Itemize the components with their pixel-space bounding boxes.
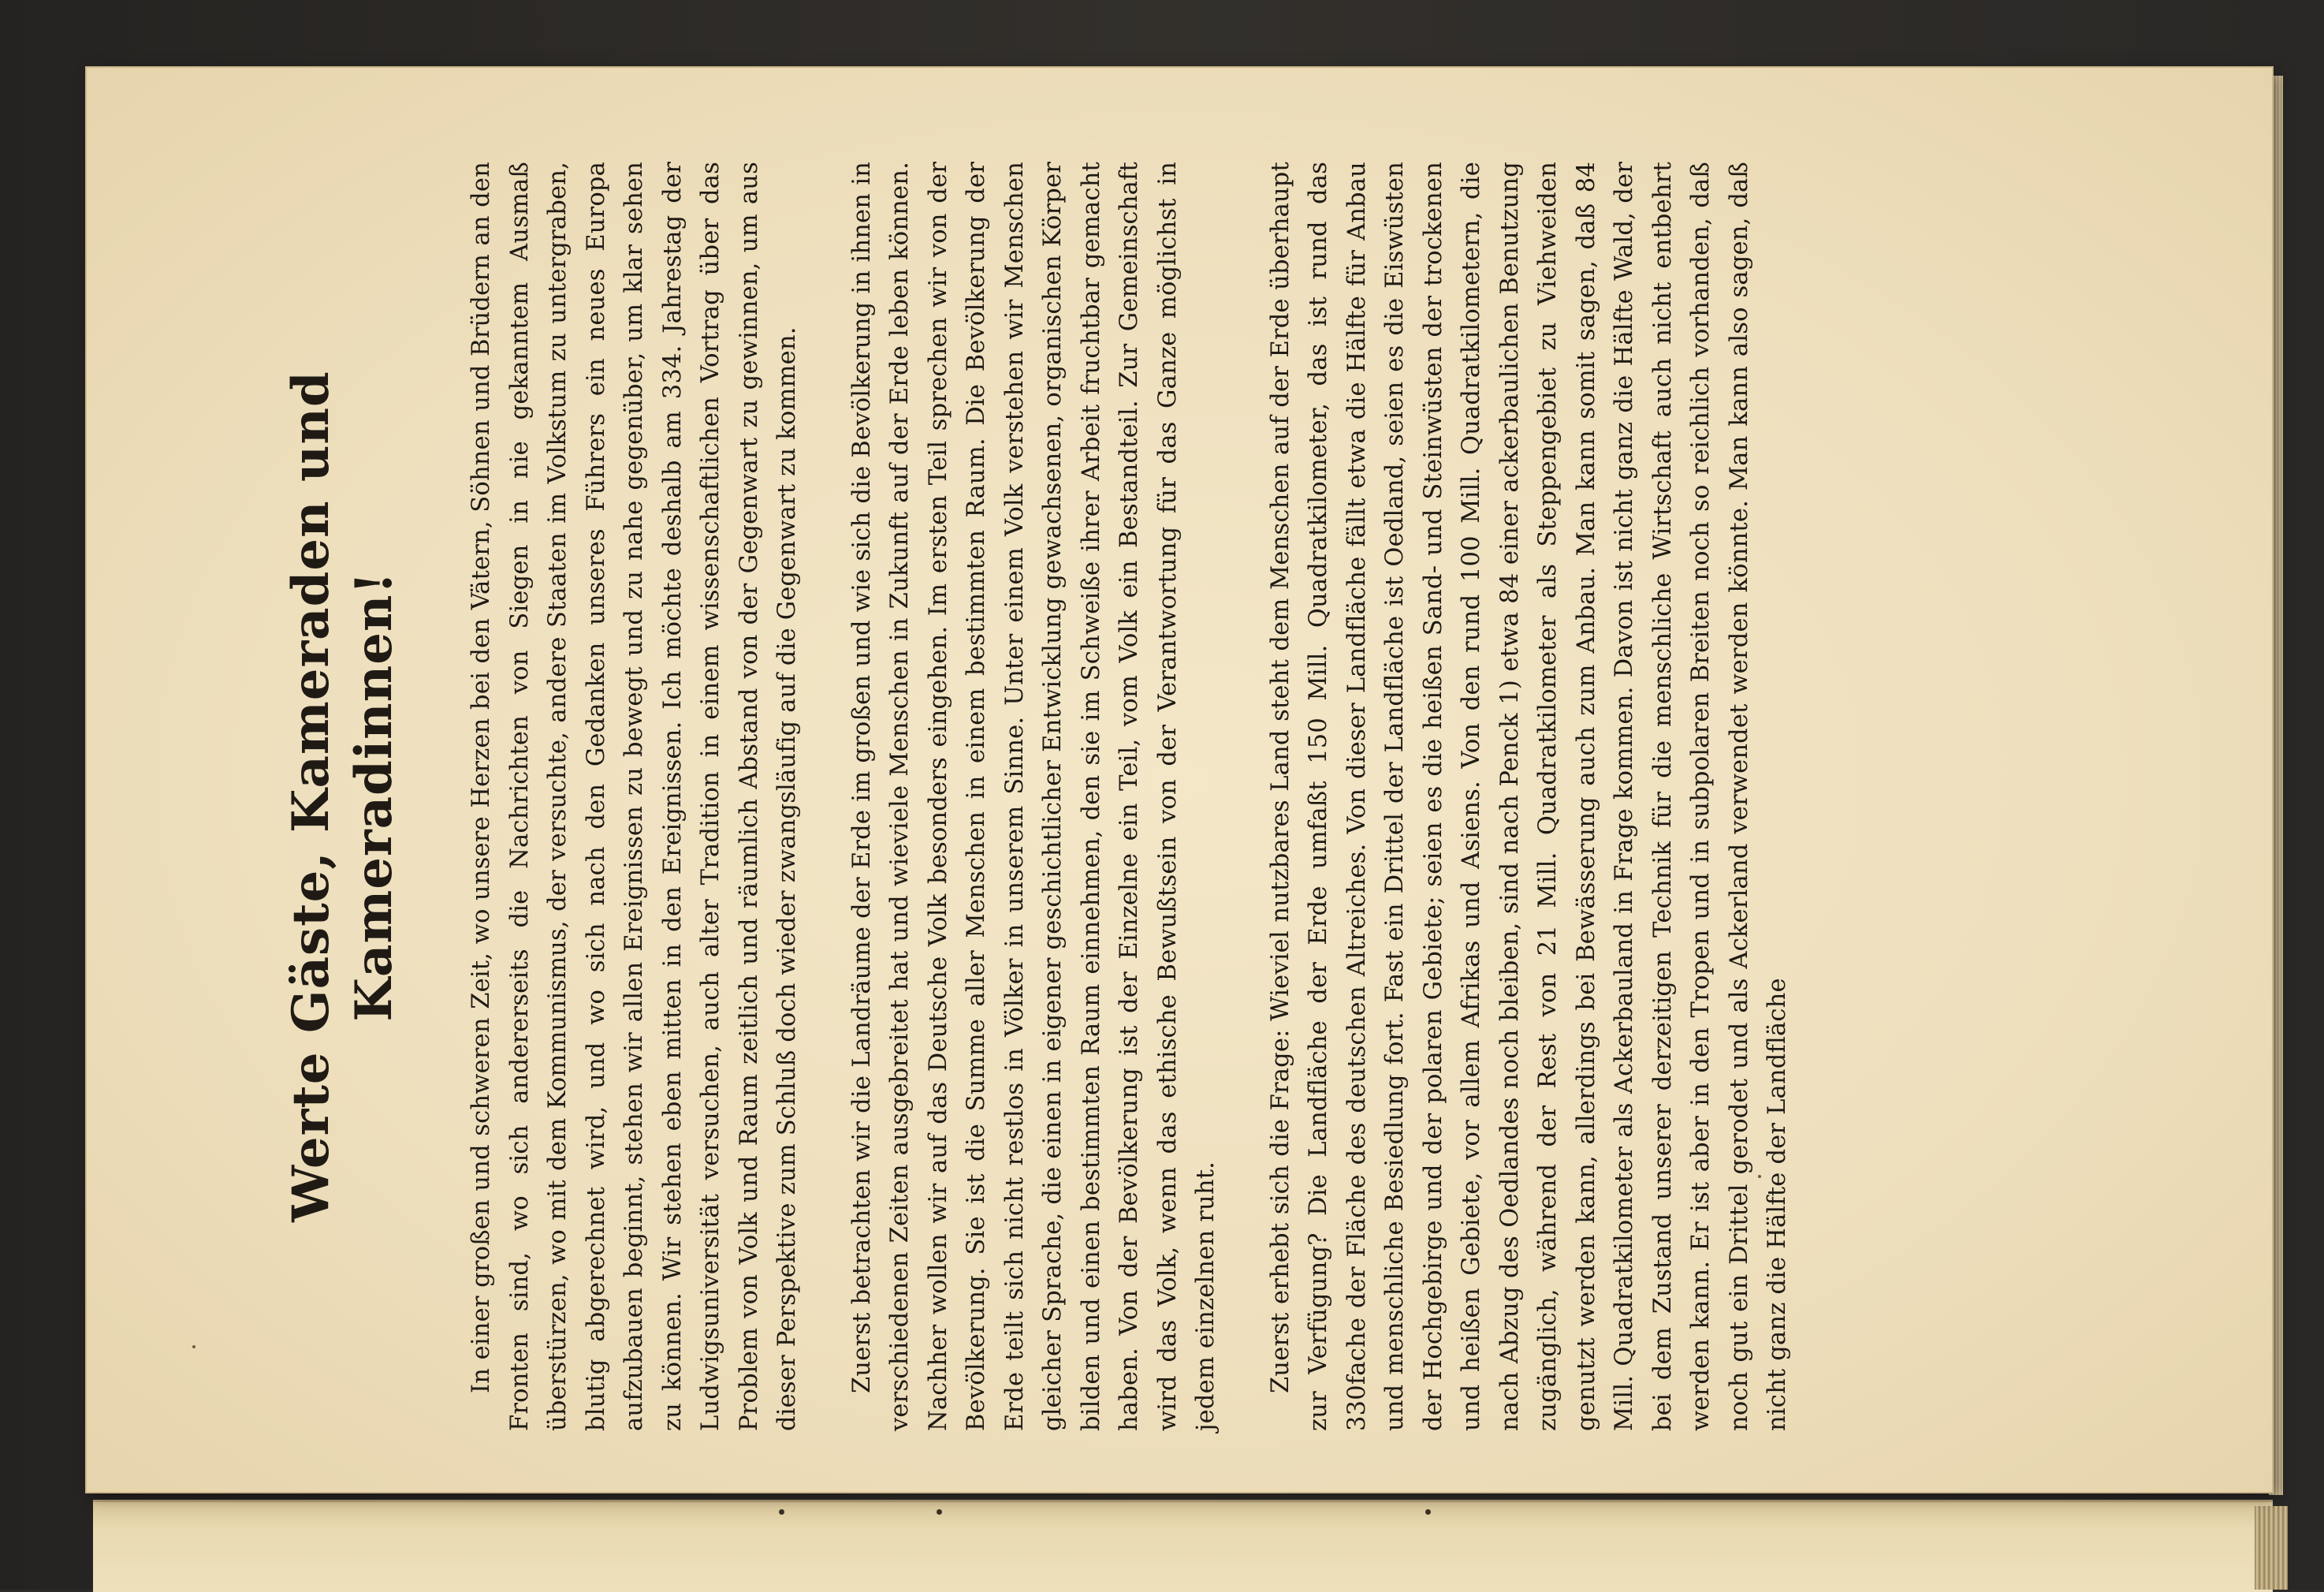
facing-page bbox=[93, 1500, 2273, 1592]
paragraph: Zuerst erhebt sich die Frage: Wieviel nutzbares Land steht dem Menschen auf der Erde überhaupt zur Verfügung? Die Landfläche der Erde umfaßt 150 Mill. Quadratkilometer, das ist rund das 330fache der Fläche des deutschen Altreiches. Von dieser Landfläche fällt etwa die Hälfte für Anbau und menschliche Besiedlung fort. Fast ein Drittel der Landfläche ist Oedland, seien es die Eiswüsten der Hochgebirge und der polaren Gebiete; seien es die heißen Sand- und Steinwüsten der trockenen und heißen Gebiete, vor allem Afrikas und Asiens. Von den rund 100 Mill. Quadratkilometern, die nach Abzug des Oedlandes noch bleiben, sind nach Penck 1) etwa 84 einer ackerbaulichen Benutzung zugänglich, während der Rest von 21 Mill. Quadratkilometer als Steppengebiet zu Viehweiden genutzt werden kann, allerdings bei Bewässerung auch zum Anbau. Man kann somit sagen, daß 84 Mill. Quadratkilometer als Ackerbauland in Frage kommen. Davon ist nicht ganz die Hälfte Wald, der bei dem Zustand unserer derzeitigen Technik für die menschliche Wirtschaft auch nicht entbehrt werden kann. Er ist aber in den Tropen und in subpolaren Breiten noch so reichlich vorhanden, daß noch gut ein Drittel gerodet und als Ackerland verwendet werden könnte. Man kann also sagen, daß nicht ganz die Hälfte der Landfläche bbox=[1266, 162, 1791, 1431]
page-mark bbox=[1425, 1509, 1431, 1515]
paragraph: Zuerst betrachten wir die Landräume der Erde im großen und wie sich die Bevölkerung in ihnen in verschiedenen Zeiten ausgebreitet hat und wieviele Menschen in Zukunft auf der Erde leben können. Nachher wollen wir auf das Deutsche Volk besonders eingehen. Im ersten Teil sprechen wir von der Bevölkerung. Sie ist die Summe aller Menschen in einem bestimmten Raum. Die Bevölkerung der Erde teilt sich nicht restlos in Völker in unserem Sinne. Unter einem Volk verstehen wir Menschen gleicher Sprache, die einen in eigener geschichtlicher Entwicklung gewachsenen, organischen Körper bilden und einen bestimmten Raum einnehmen, den sie im Schweiße ihrer Arbeit fruchtbar gemacht haben. Von der Bevölkerung ist der Einzelne ein Teil, vom Volk ein Bestandteil. Zur Gemeinschaft wird das Volk, wenn das ethische Bewußtsein von der Verantwortung für das Ganze möglichst in jedem einzelnen ruht. bbox=[847, 162, 1220, 1431]
paper-speck bbox=[192, 1345, 196, 1348]
page-mark bbox=[779, 1509, 784, 1515]
page-title: Werte Gäste, Kameraden und Kameradinnen! bbox=[281, 371, 404, 1222]
page-text bbox=[280, 162, 2117, 1431]
facing-page-edge bbox=[2255, 1506, 2288, 1590]
paragraph: In einer großen und schweren Zeit, wo unsere Herzen bei den Vätern, Söhnen und Brüdern an den Fronten sind, wo sich andererseits die Nachrichten von Siegen in nie gekanntem Ausmaß überstürzen, wo mit dem Kommunismus, der versuchte, andere Staaten im Volkstum zu untergraben, blutig abgerechnet wird, und wo sich nach den Gedanken unseres Führers ein neues Europa aufzubauen beginnt, stehen wir allen Ereignissen zu bewegt und zu nahe gegenüber, um klar sehen zu können. Wir stehen eben mitten in den Ereignissen. Ich möchte deshalb am 334. Jahrestag der Ludwigsuniversität versuchen, auch alter Tradition in einem wissenschaftlichen Vortrag über das Problem von Volk und Raum zeitlich und räumlich Abstand von der Gegenwart zu gewinnen, um aus dieser Perspektive zum Schluß doch wieder zwangsläufig auf die Gegenwart zu kommen. bbox=[467, 162, 801, 1431]
page-mark bbox=[937, 1509, 942, 1515]
